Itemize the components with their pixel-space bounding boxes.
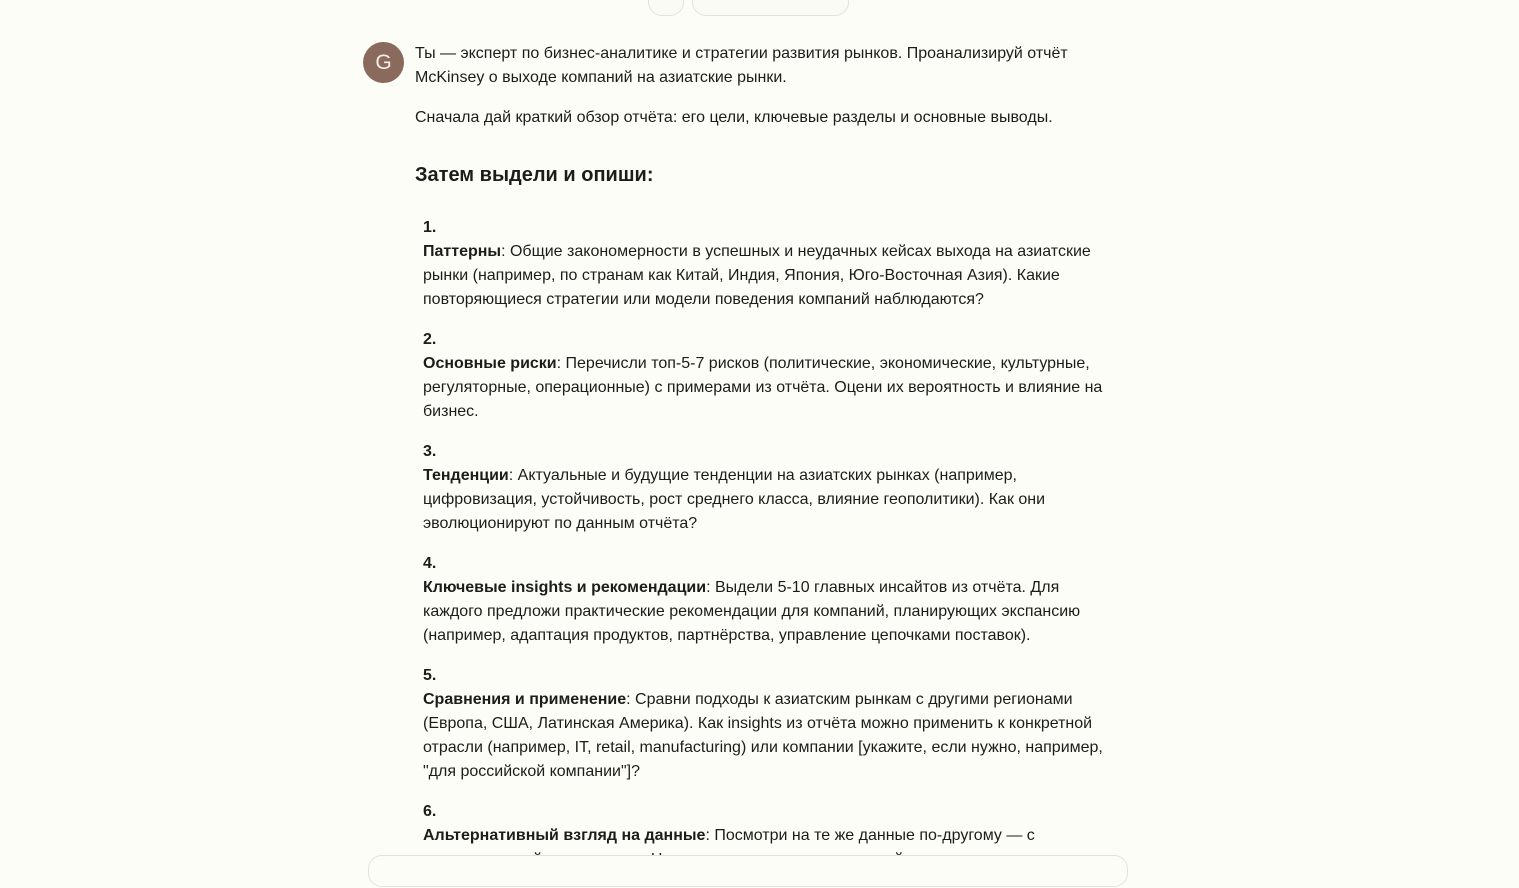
list-item-text: : Актуальные и будущие тенденции на азиатских рынках (например, цифровизация, устойчивость, рост среднего класса, влияние геополитики). Как они эволюционируют по данным отчёта?: [423, 467, 1046, 532]
list-item-text: : Перечисли топ-5-7 рисков (политические, экономические, культурные, регуляторные, операционные) с примерами из отчёта. Оцени их вероятность и влияние на бизнес.: [423, 355, 1103, 420]
list-item: [423, 664, 1120, 784]
list-item-text: : Общие закономерности в успешных и неудачных кейсах выхода на азиатские рынки (например, по странам как Китай, Индия, Япония, Юго-Восточная Азия). Какие повторяющиеся стратегии или модели поведения компаний наблюдаются?: [423, 243, 1091, 308]
message-heading: Затем выдели и опиши:: [415, 164, 654, 186]
user-message: [363, 42, 1123, 888]
top-icon-button[interactable]: [648, 0, 684, 16]
top-pill-button[interactable]: [692, 0, 849, 16]
chat-input-box[interactable]: [368, 855, 1128, 887]
top-toolbar: [648, 0, 849, 16]
message-content: [415, 42, 1120, 888]
user-avatar[interactable]: G: [363, 42, 404, 83]
message-overview: Сначала дай краткий обзор отчёта: его цели, ключевые разделы и основные выводы.: [415, 109, 1053, 126]
list-item-text: : Выдели 5-10 главных инсайтов из отчёта. Для каждого предложи практические рекомендации для компаний, планирующих экспансию (например, адаптация продуктов, партнёрства, управление цепочками поставок).: [423, 579, 1081, 644]
list-item: [423, 328, 1120, 424]
list-item: [423, 216, 1120, 312]
list-item-title: Сравнения и применение: [423, 691, 627, 708]
list-item-title: Основные риски: [423, 355, 557, 372]
message-intro: Ты — эксперт по бизнес-аналитике и стратегии развития рынков. Проанализируй отчёт McKinsey о выходе компаний на азиатские рынки.: [415, 45, 1068, 86]
list-item-number: 5.: [423, 667, 437, 684]
list-item-text: : Посмотри на те же данные по-другому — с: [705, 827, 1035, 844]
list-item-number: 4.: [423, 555, 437, 572]
list-item-title: Паттерны: [423, 243, 502, 260]
list-item-title: Альтернативный взгляд на данные: [423, 827, 706, 844]
list-item-number: 1.: [423, 219, 437, 236]
numbered-list: [415, 216, 1120, 872]
list-item-number: 3.: [423, 443, 437, 460]
list-item-text: : Сравни подходы к азиатским рынкам с другими регионами (Европа, США, Латинская Америка). Как insights из отчёта можно применить к конкретной отрасли (например, IT, retail, manufacturing) или компании [укажите, если нужно, например, "для российской компании"]?: [423, 691, 1103, 780]
list-item: [423, 440, 1120, 536]
list-item: [423, 552, 1120, 648]
list-item-title: Тенденции: [423, 467, 509, 484]
list-item-number: 2.: [423, 331, 437, 348]
list-item-number: 6.: [423, 803, 437, 820]
list-item-title: Ключевые insights и рекомендации: [423, 579, 707, 596]
